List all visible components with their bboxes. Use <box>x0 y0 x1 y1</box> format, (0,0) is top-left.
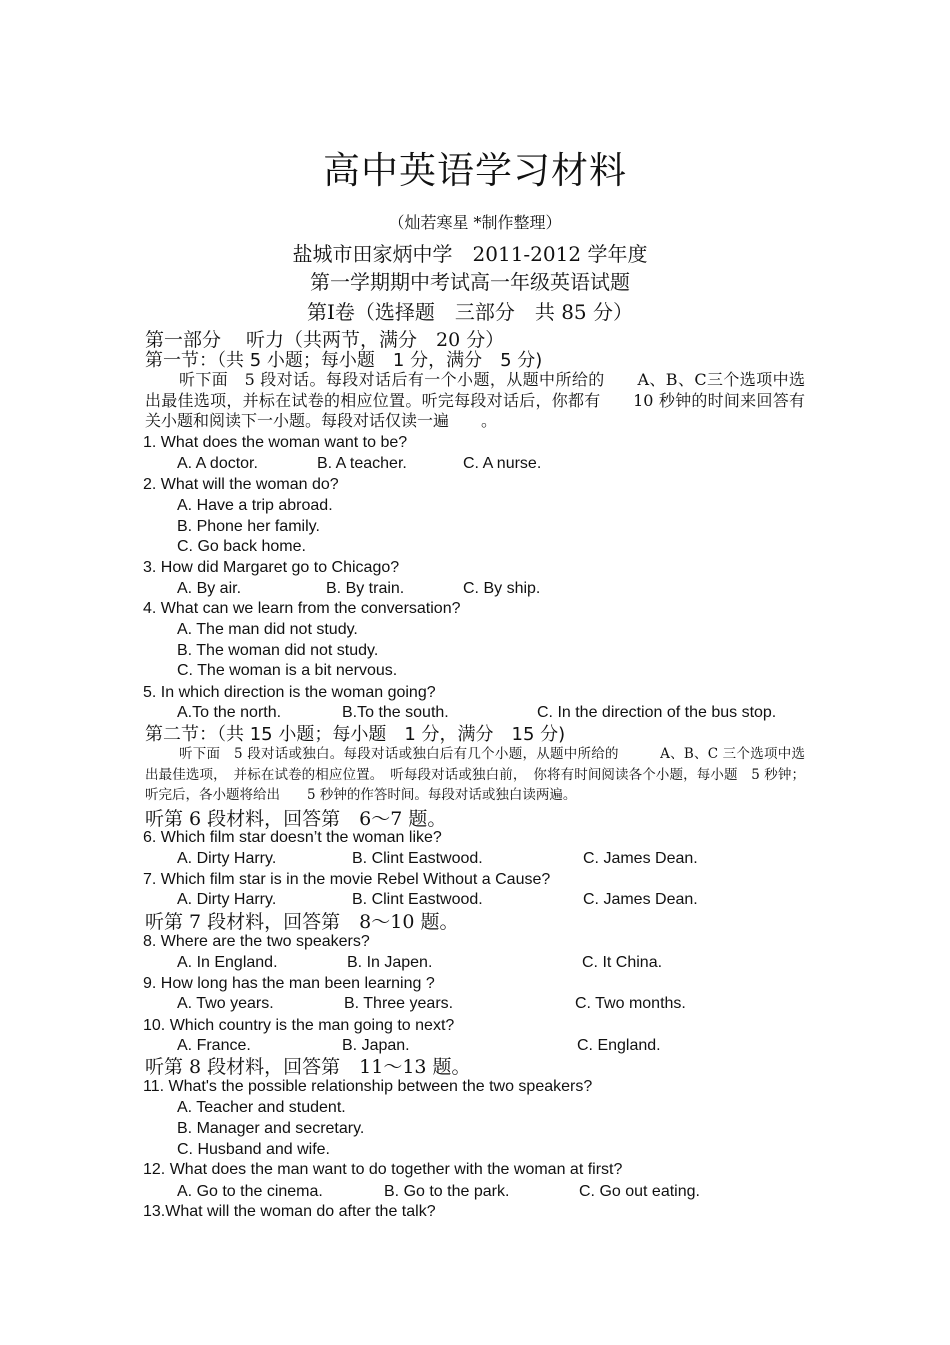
question-7: 7. Which film star is in the movie Rebel Without a Cause? <box>143 871 551 888</box>
q9-option-b: B. Three years. <box>344 995 454 1012</box>
volume-line: 第Ⅰ卷（选择题 三部分 共 85 分） <box>306 300 634 324</box>
section2-heading: 第二节：（共 15 小题；每小题 1 分，满分 15 分) <box>145 724 566 745</box>
document-subtitle: （灿若寒星 *制作整理） <box>388 213 562 232</box>
q2-option-a: A. Have a trip abroad. <box>177 497 333 514</box>
part1-heading: 第一部分 听力（共两节，满分 20 分） <box>145 329 505 351</box>
question-4: 4. What can we learn from the conversation? <box>143 600 461 617</box>
q3-option-c: C. By ship. <box>463 580 541 597</box>
q2-option-b: B. Phone her family. <box>177 518 320 535</box>
school-line: 盐城市田家炳中学 2011-2012 学年度 <box>292 242 648 266</box>
section1-heading: 第一节：（共 5 小题；每小题 1 分，满分 5 分) <box>145 350 543 371</box>
q5-option-a: A.To the north. <box>177 704 282 721</box>
q10-option-b: B. Japan. <box>342 1037 410 1054</box>
q5-option-b: B.To the south. <box>342 704 449 721</box>
question-11: 11. What's the possible relationship between the two speakers? <box>143 1078 593 1095</box>
q9-option-c: C. Two months. <box>575 995 686 1012</box>
question-3: 3. How did Margaret go to Chicago? <box>143 559 400 576</box>
q5-option-c: C. In the direction of the bus stop. <box>537 704 777 721</box>
q4-option-c: C. The woman is a bit nervous. <box>177 662 398 679</box>
q10-option-c: C. England. <box>577 1037 661 1054</box>
question-13: 13.What will the woman do after the talk? <box>143 1203 436 1220</box>
q3-option-a: A. By air. <box>177 580 242 597</box>
question-2: 2. What will the woman do? <box>143 476 339 493</box>
q1-option-c: C. A nurse. <box>463 455 542 472</box>
material-7-heading: 听第 7 段材料，回答第 8～10 题。 <box>145 911 459 933</box>
q1-option-a: A. A doctor. <box>177 455 258 472</box>
q11-option-c: C. Husband and wife. <box>177 1141 330 1158</box>
q8-option-a: A. In England. <box>177 954 278 971</box>
question-9: 9. How long has the man been learning ? <box>143 975 435 992</box>
q7-option-a: A. Dirty Harry. <box>177 891 277 908</box>
q1-option-b: B. A teacher. <box>317 455 407 472</box>
question-5: 5. In which direction is the woman going? <box>143 684 436 701</box>
q6-option-c: C. James Dean. <box>583 850 698 867</box>
q11-option-a: A. Teacher and student. <box>177 1099 346 1116</box>
q11-option-b: B. Manager and secretary. <box>177 1120 365 1137</box>
q10-option-a: A. France. <box>177 1037 251 1054</box>
material-8-heading: 听第 8 段材料，回答第 11～13 题。 <box>145 1056 471 1078</box>
exam-line: 第一学期期中考试高一年级英语试题 <box>310 270 630 294</box>
section2-instructions: 听下面 5 段对话或独白。每段对话或独白后有几个小题，从题中所给的 A、B、C 三个选项中选出最佳选项， 并标在试卷的相应位置。 听每段对话或独白前， 你将有时间阅读各个小题，每小题 5 秒钟；听完后，各小题将给出 5 秒钟的作答时间。每段对话或独白读两遍。 <box>145 746 805 803</box>
material-6-heading: 听第 6 段材料，回答第 6～7 题。 <box>145 808 447 830</box>
q8-option-b: B. In Japen. <box>347 954 433 971</box>
q6-option-a: A. Dirty Harry. <box>177 850 277 867</box>
q8-option-c: C. It China. <box>582 954 663 971</box>
q4-option-a: A. The man did not study. <box>177 621 358 638</box>
q7-option-c: C. James Dean. <box>583 891 698 908</box>
question-1: 1. What does the woman want to be? <box>143 434 408 451</box>
q12-option-a: A. Go to the cinema. <box>177 1183 323 1200</box>
question-10: 10. Which country is the man going to next? <box>143 1017 455 1034</box>
document-title: 高中英语学习材料 <box>323 149 627 192</box>
q12-option-c: C. Go out eating. <box>579 1183 700 1200</box>
q9-option-a: A. Two years. <box>177 995 274 1012</box>
q3-option-b: B. By train. <box>326 580 405 597</box>
question-8: 8. Where are the two speakers? <box>143 933 370 950</box>
q2-option-c: C. Go back home. <box>177 538 306 555</box>
q4-option-b: B. The woman did not study. <box>177 642 379 659</box>
q12-option-b: B. Go to the park. <box>384 1183 510 1200</box>
q7-option-b: B. Clint Eastwood. <box>352 891 483 908</box>
question-12: 12. What does the man want to do together with the woman at first? <box>143 1161 623 1178</box>
question-6: 6. Which film star doesn’t the woman like? <box>143 829 442 846</box>
section1-instructions: 听下面 5 段对话。每段对话后有一个小题，从题中所给的 A、B、C三个选项中选出最佳选项，并标在试卷的相应位置。听完每段对话后，你都有 10 秒钟的时间来回答有关小题和阅读下一小题。每段对话仅读一遍 。 <box>145 370 805 430</box>
q6-option-b: B. Clint Eastwood. <box>352 850 483 867</box>
